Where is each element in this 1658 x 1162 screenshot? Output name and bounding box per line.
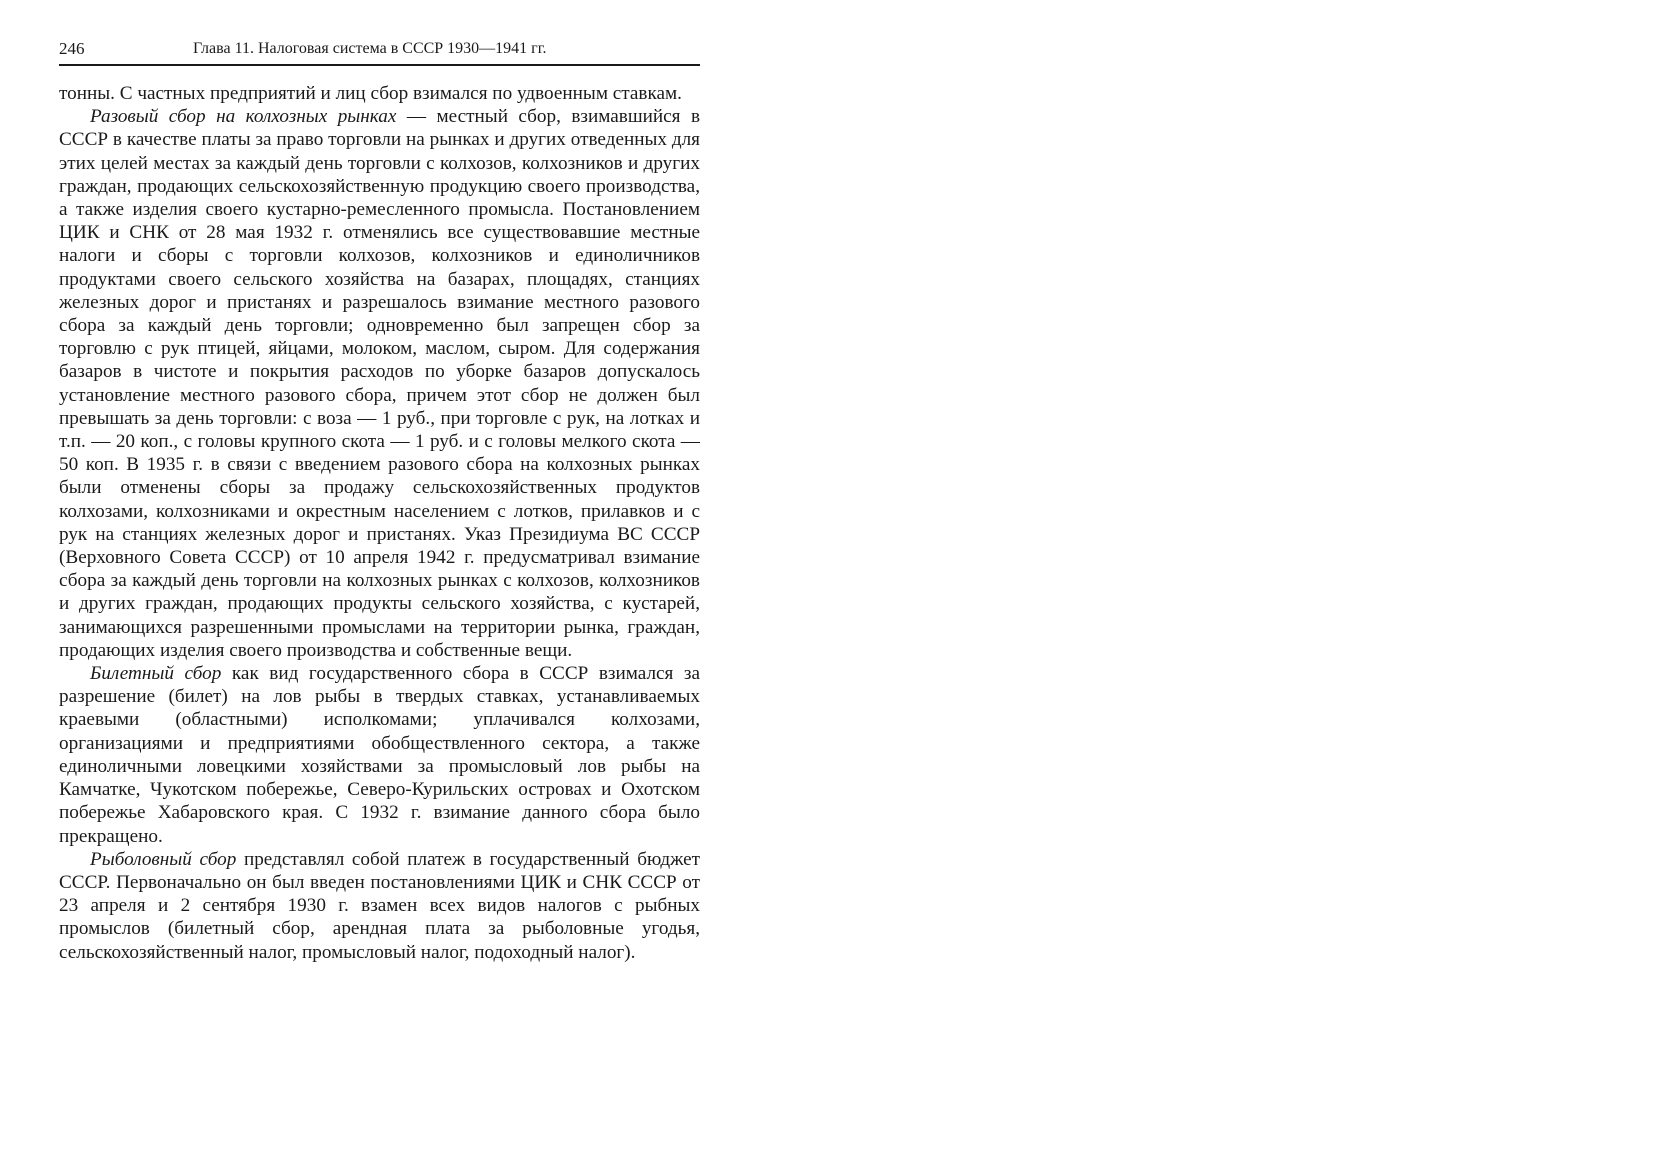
page-number: 246 [59, 39, 85, 58]
paragraph-term: Разовый сбор на колхозных рынках [90, 106, 397, 128]
paragraph-rybolovnyi-sbor [59, 848, 700, 964]
paragraph-term: Рыболовный сбор [90, 848, 237, 870]
paragraph-text: как вид государственного сбора в СССР взимался за разрешение (билет) на лов рыбы в твердых ставках, устанавливаемых краевыми (областными) исполкомами; уплачивался колхозами, организациями и предприятиями обобществленного сектора, а также единоличными ловецкими хозяйствами за промысловый лов рыбы на Камчатке, Чукотском побережье, Северо-Курильских островах и Охотском побережье Хабаровского края. С 1932 г. взимание данного сбора было прекращено. [59, 663, 700, 847]
body-text [59, 82, 700, 964]
paragraph-text: тонны. С частных предприятий и лиц сбор взимался по удвоенным ставкам. [59, 83, 682, 104]
paragraph-razovyi-sbor [59, 105, 700, 662]
book-page [59, 36, 700, 964]
running-head [59, 36, 700, 66]
paragraph-text: — местный сбор, взимавшийся в СССР в качестве платы за право торговли на рынках и других отведенных для этих целей местах за каждый день торговли с колхозов, колхозников и других граждан, продающих сельскохозяйственную продукцию своего производства, а также изделия своего кустарно-ремесленного промысла. Постановлением ЦИК и СНК от 28 мая 1932 г. отменялись все существовавшие местные налоги и сборы с торговли колхозов, колхозников и единоличников продуктами своего сельского хозяйства на базарах, площадях, станциях железных дорог и пристанях и разрешалось взимание местного разового сбора за каждый день торговли; одновременно был запрещен сбор за торговлю с рук птицей, яйцами, молоком, маслом, сыром. Для содержания базаров в чистоте и покрытия расходов по уборке базаров допускалось установление местного разового сбора, причем этот сбор не должен был превышать за день торговли: с воза — 1 руб., при торговле с рук, на лотках и т.п. — 20 коп., с головы крупного скота — 1 руб. и с головы мелкого скота — 50 коп. В 1935 г. в связи с введением разового сбора на колхозных рынках были отменены сборы за продажу сельскохозяйственных продуктов колхозами, колхозниками и окрестным населением с лотков, прилавков и с рук на станциях железных дорог и пристанях. Указ Президиума ВС СССР (Верховного Совета СССР) от 10 апреля 1942 г. предусматривал взимание сбора за каждый день торговли на колхозных рынках с колхозов, колхозников и других граждан, продающих продукты сельского хозяйства, с кустарей, занимающихся разрешенными промыслами на территории рынка, граждан, продающих изделия своего производства и собственные вещи. [59, 106, 701, 661]
paragraph-biletnyi-sbor [59, 662, 700, 848]
paragraph-text: представлял собой платеж в государственный бюджет СССР. Первоначально он был введен постановлениями ЦИК и СНК СССР от 23 апреля и 2 сентября 1930 г. взамен всех видов налогов с рыбных промыслов (билетный сбор, арендная плата за рыболовные угодья, сельскохозяйственный налог, промысловый налог, подоходный налог). [59, 848, 700, 963]
chapter-title: Глава 11. Налоговая система в СССР 1930—1941 гг. [193, 40, 547, 57]
paragraph-term: Билетный сбор [90, 663, 222, 685]
paragraph-continuation [59, 82, 700, 105]
